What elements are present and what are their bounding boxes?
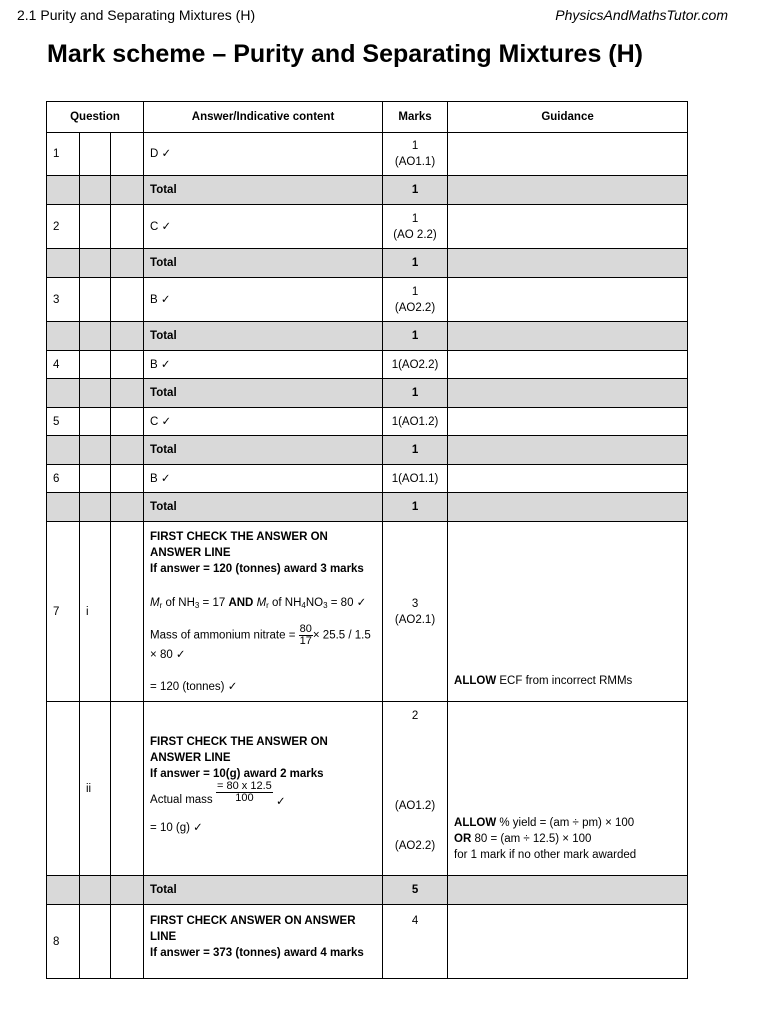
total-label: Total: [144, 379, 383, 408]
col-question: Question: [47, 102, 144, 133]
question-number: 8: [47, 905, 80, 979]
question-number: 2: [47, 205, 80, 249]
marks: 1(AO2.2): [383, 351, 448, 379]
question-number: 3: [47, 278, 80, 322]
total-label: Total: [144, 249, 383, 278]
total-label: Total: [144, 176, 383, 205]
guidance: ALLOW ECF from incorrect RMMs: [448, 522, 688, 702]
total-row: [47, 322, 688, 351]
marks: 1(AO1.2): [383, 408, 448, 436]
question-part: i: [80, 522, 111, 702]
marks: 1(AO1.1): [383, 465, 448, 493]
col-marks: Marks: [383, 102, 448, 133]
total-row: [47, 176, 688, 205]
total-value: 1: [383, 379, 448, 408]
mass-line: Mass of ammonium nitrate = $\frac{80}{17}$ × 25.5 / 1.5: [150, 622, 371, 647]
question-number: 7: [47, 522, 80, 702]
answer: FIRST CHECK ANSWER ON ANSWER LINE If answer = 373 (tonnes) award 4 marks: [144, 905, 383, 979]
total-label: Total: [144, 322, 383, 351]
answer: B ✓: [144, 465, 383, 493]
total-row: [47, 379, 688, 408]
total-value: 1: [383, 176, 448, 205]
page-title: Mark scheme – Purity and Separating Mixtures (H): [47, 40, 644, 68]
total-label: Total: [144, 876, 383, 905]
total-label: Total: [144, 436, 383, 465]
answer: D ✓: [144, 133, 383, 176]
question-number: 6: [47, 465, 80, 493]
marks: 1 (AO1.1): [383, 133, 448, 176]
actual-mass-line: Actual mass $\frac{= 80 x 12.5}{100}$ ✓: [150, 779, 286, 808]
table-row: [47, 905, 688, 979]
total-value: 1: [383, 436, 448, 465]
table-header-row: [47, 102, 688, 133]
answer: C ✓: [144, 205, 383, 249]
total-row: [47, 876, 688, 905]
table-row: [47, 702, 688, 876]
total-label: Total: [144, 493, 383, 522]
question-number: 5: [47, 408, 80, 436]
header-right: PhysicsAndMathsTutor.com: [555, 7, 728, 23]
question-number: 4: [47, 351, 80, 379]
answer: FIRST CHECK THE ANSWER ON ANSWER LINE If answer = 10(g) award 2 marks Actual mass $\frac{= 80 x 12.5}{100}$ ✓ = 10 (g) ✓: [144, 702, 383, 876]
question-number: 1: [47, 133, 80, 176]
rmm-line: $M_r$ of $NH_3 = 17$ AND $M_r$ of $NH_4NO_3 = 80$ ✓: [150, 596, 367, 610]
table-row: [47, 408, 688, 436]
table-row: [47, 278, 688, 322]
total-value: 1: [383, 249, 448, 278]
guidance: ALLOW % yield = (am ÷ pm) × 100 OR 80 = (am ÷ 12.5) × 100 for 1 mark if no other mark awarded: [448, 702, 688, 876]
answer: B ✓: [144, 278, 383, 322]
marks: 1 (AO 2.2): [383, 205, 448, 249]
table-row: [47, 522, 688, 702]
header-left: 2.1 Purity and Separating Mixtures (H): [17, 7, 256, 23]
col-answer: Answer/Indicative content: [144, 102, 383, 133]
total-row: [47, 436, 688, 465]
marks: 3 (AO2.1): [383, 522, 448, 702]
answer: FIRST CHECK THE ANSWER ON ANSWER LINE If answer = 120 (tonnes) award 3 marks $M_r$ of $NH_3 = 17$ AND $M_r$ of $NH_4NO_3 = 80$ ✓ Mass of ammonium nitrate = $\frac{80}{17}$ × 25.5 / 1.5 × 80 ✓ = 120 (tonnes) ✓: [144, 522, 383, 702]
total-value: 1: [383, 493, 448, 522]
answer: B ✓: [144, 351, 383, 379]
total-row: [47, 493, 688, 522]
table-row: [47, 465, 688, 493]
total-value: 5: [383, 876, 448, 905]
table-row: [47, 133, 688, 176]
question-part: ii: [80, 702, 111, 876]
table-row: [47, 205, 688, 249]
marks: 4: [383, 905, 448, 979]
answer: C ✓: [144, 408, 383, 436]
mark-scheme-table: [46, 101, 688, 979]
col-guidance: Guidance: [448, 102, 688, 133]
table-row: [47, 351, 688, 379]
total-row: [47, 249, 688, 278]
marks: 1 (AO2.2): [383, 278, 448, 322]
total-value: 1: [383, 322, 448, 351]
marks: 2 (AO1.2) (AO2.2): [383, 702, 448, 876]
